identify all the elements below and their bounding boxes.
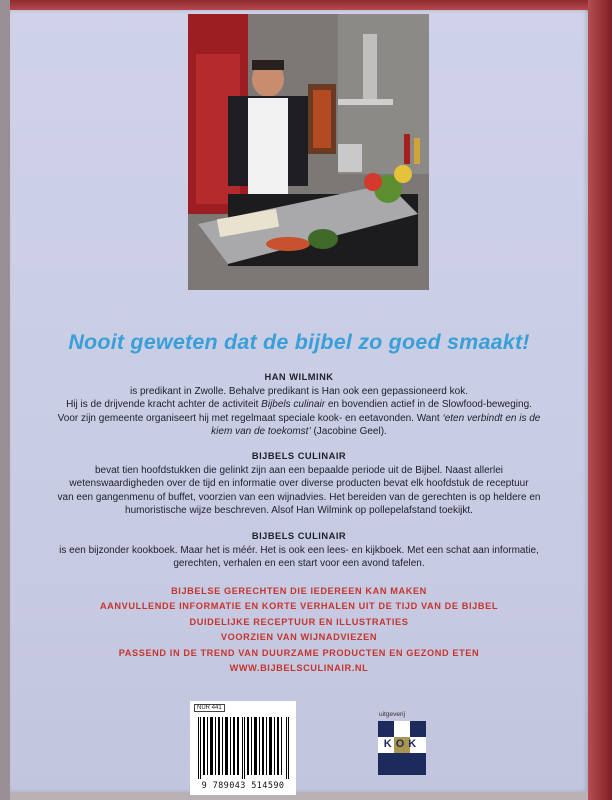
author-name: HAN WILMINK: [264, 372, 334, 382]
feature-item: PASSEND IN DE TREND VAN DUURZAME PRODUCTEN EN GEZOND ETEN: [118, 647, 480, 658]
author-block: [10, 371, 588, 439]
barcode-label: [190, 701, 296, 795]
section-heading: BIJBELS CULINAIR: [251, 451, 347, 461]
feature-item: DUIDELIJKE RECEPTUUR EN ILLUSTRATIES: [189, 616, 409, 627]
section-line: wetenswaardigheden over de tijd en informatie over diverse producten bevat elk hoofdstuk de receptuur: [69, 478, 529, 490]
section-book-contents: [10, 450, 588, 518]
feature-item: BIJBELSE GERECHTEN DIE IEDEREEN KAN MAKEN: [171, 586, 427, 596]
feature-item: VOORZIEN VAN WIJNADVIEZEN: [220, 632, 378, 643]
publisher-logo: [378, 721, 426, 775]
section-line: bevat tien hoofdstukken die gelinkt zijn aan een bepaalde periode uit de Bijbel. Naast allerlei: [94, 464, 504, 476]
section-line: is een bijzonder kookboek. Maar het is méér. Het is ook een lees- en kijkboek. Met een schat aan informatie,: [59, 544, 539, 556]
publisher-label: uitgeverij: [379, 711, 406, 718]
section-line: van een gangenmenu of buffet, voorzien van een wijnadvies. Het bereiden van de gerechten is op heldere en: [57, 491, 541, 503]
feature-item: AANVULLENDE INFORMATIE EN KORTE VERHALEN UIT DE TIJD VAN DE BIJBEL: [99, 601, 499, 612]
website-link[interactable]: WWW.BIJBELSCULINAIR.NL: [229, 663, 369, 674]
isbn-number: 9 789043 514590: [201, 781, 285, 791]
section-line: humoristische wijze beschreven. Alsof Han Wilmink op pollepelafstand toekijkt.: [125, 505, 473, 517]
tagline: Nooit geweten dat de bijbel zo goed smaakt!: [68, 330, 530, 354]
author-line: is predikant in Zwolle. Behalve predikant is Han ook een gepassioneerd kok.: [130, 385, 468, 397]
section-book-summary: [10, 530, 588, 571]
book-spine-right: [588, 0, 612, 800]
author-line: Voor zijn gemeente organiseert hij met regelmaat speciale kook- en eetavonden. Want ‘eten verbindt en is de: [57, 412, 541, 424]
section-heading: BIJBELS CULINAIR: [251, 531, 347, 541]
feature-list: [10, 584, 588, 676]
publisher-logo-text: KOK: [383, 738, 421, 750]
chef-photo: [188, 14, 429, 290]
author-line: Hij is de drijvende kracht achter de activiteit Bijbels culinair en bovendien actief in de Slowfood-beweging.: [66, 399, 532, 411]
back-cover: [10, 10, 588, 792]
page-edge: [0, 0, 10, 800]
nur-code: NUR 441: [194, 704, 225, 712]
barcode-bars: [198, 717, 290, 779]
section-line: gerechten, verhalen en een start voor een avond tafelen.: [173, 558, 425, 570]
author-line: kiem van de toekomst’ (Jacobine Geel).: [211, 426, 387, 438]
